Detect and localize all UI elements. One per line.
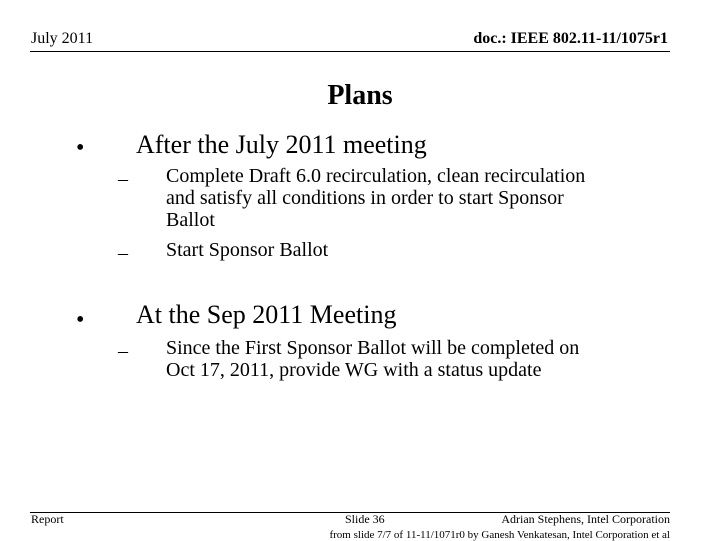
section-1-item-2-dash: – [118, 242, 128, 264]
section-2-text: At the Sep 2011 Meeting [136, 300, 397, 329]
footer-slide-number: Slide 36 [345, 512, 385, 526]
footer-author: Adrian Stephens, Intel Corporation [501, 512, 670, 526]
header-date: July 2011 [31, 30, 94, 47]
section-1-item-1-dash: – [118, 168, 128, 190]
section-2-bullet: • [76, 307, 85, 333]
section-2-item-1-line-2: Oct 17, 2011, provide WG with a status update [166, 359, 542, 381]
section-1-item-1-line-1: Complete Draft 6.0 recirculation, clean recirculation [166, 165, 586, 187]
section-1-text: After the July 2011 meeting [136, 130, 427, 159]
header-rule [30, 51, 670, 52]
slide-title: Plans [327, 80, 393, 111]
footer-label: Report [31, 512, 64, 526]
section-1-bullet: • [76, 135, 85, 161]
footer-source: from slide 7/7 of 11-11/1071r0 by Ganesh Venkatesan, Intel Corporation et al [329, 529, 670, 541]
section-1-item-1-line-2: and satisfy all conditions in order to start Sponsor [166, 187, 564, 209]
section-2-item-1-dash: – [118, 340, 128, 362]
section-1-item-1-line-3: Ballot [166, 209, 215, 231]
section-2-item-1-line-1: Since the First Sponsor Ballot will be completed on [166, 337, 580, 359]
section-1-item-2-line-1: Start Sponsor Ballot [166, 239, 329, 261]
header-doc-id: doc.: IEEE 802.11-11/1075r1 [473, 30, 668, 47]
